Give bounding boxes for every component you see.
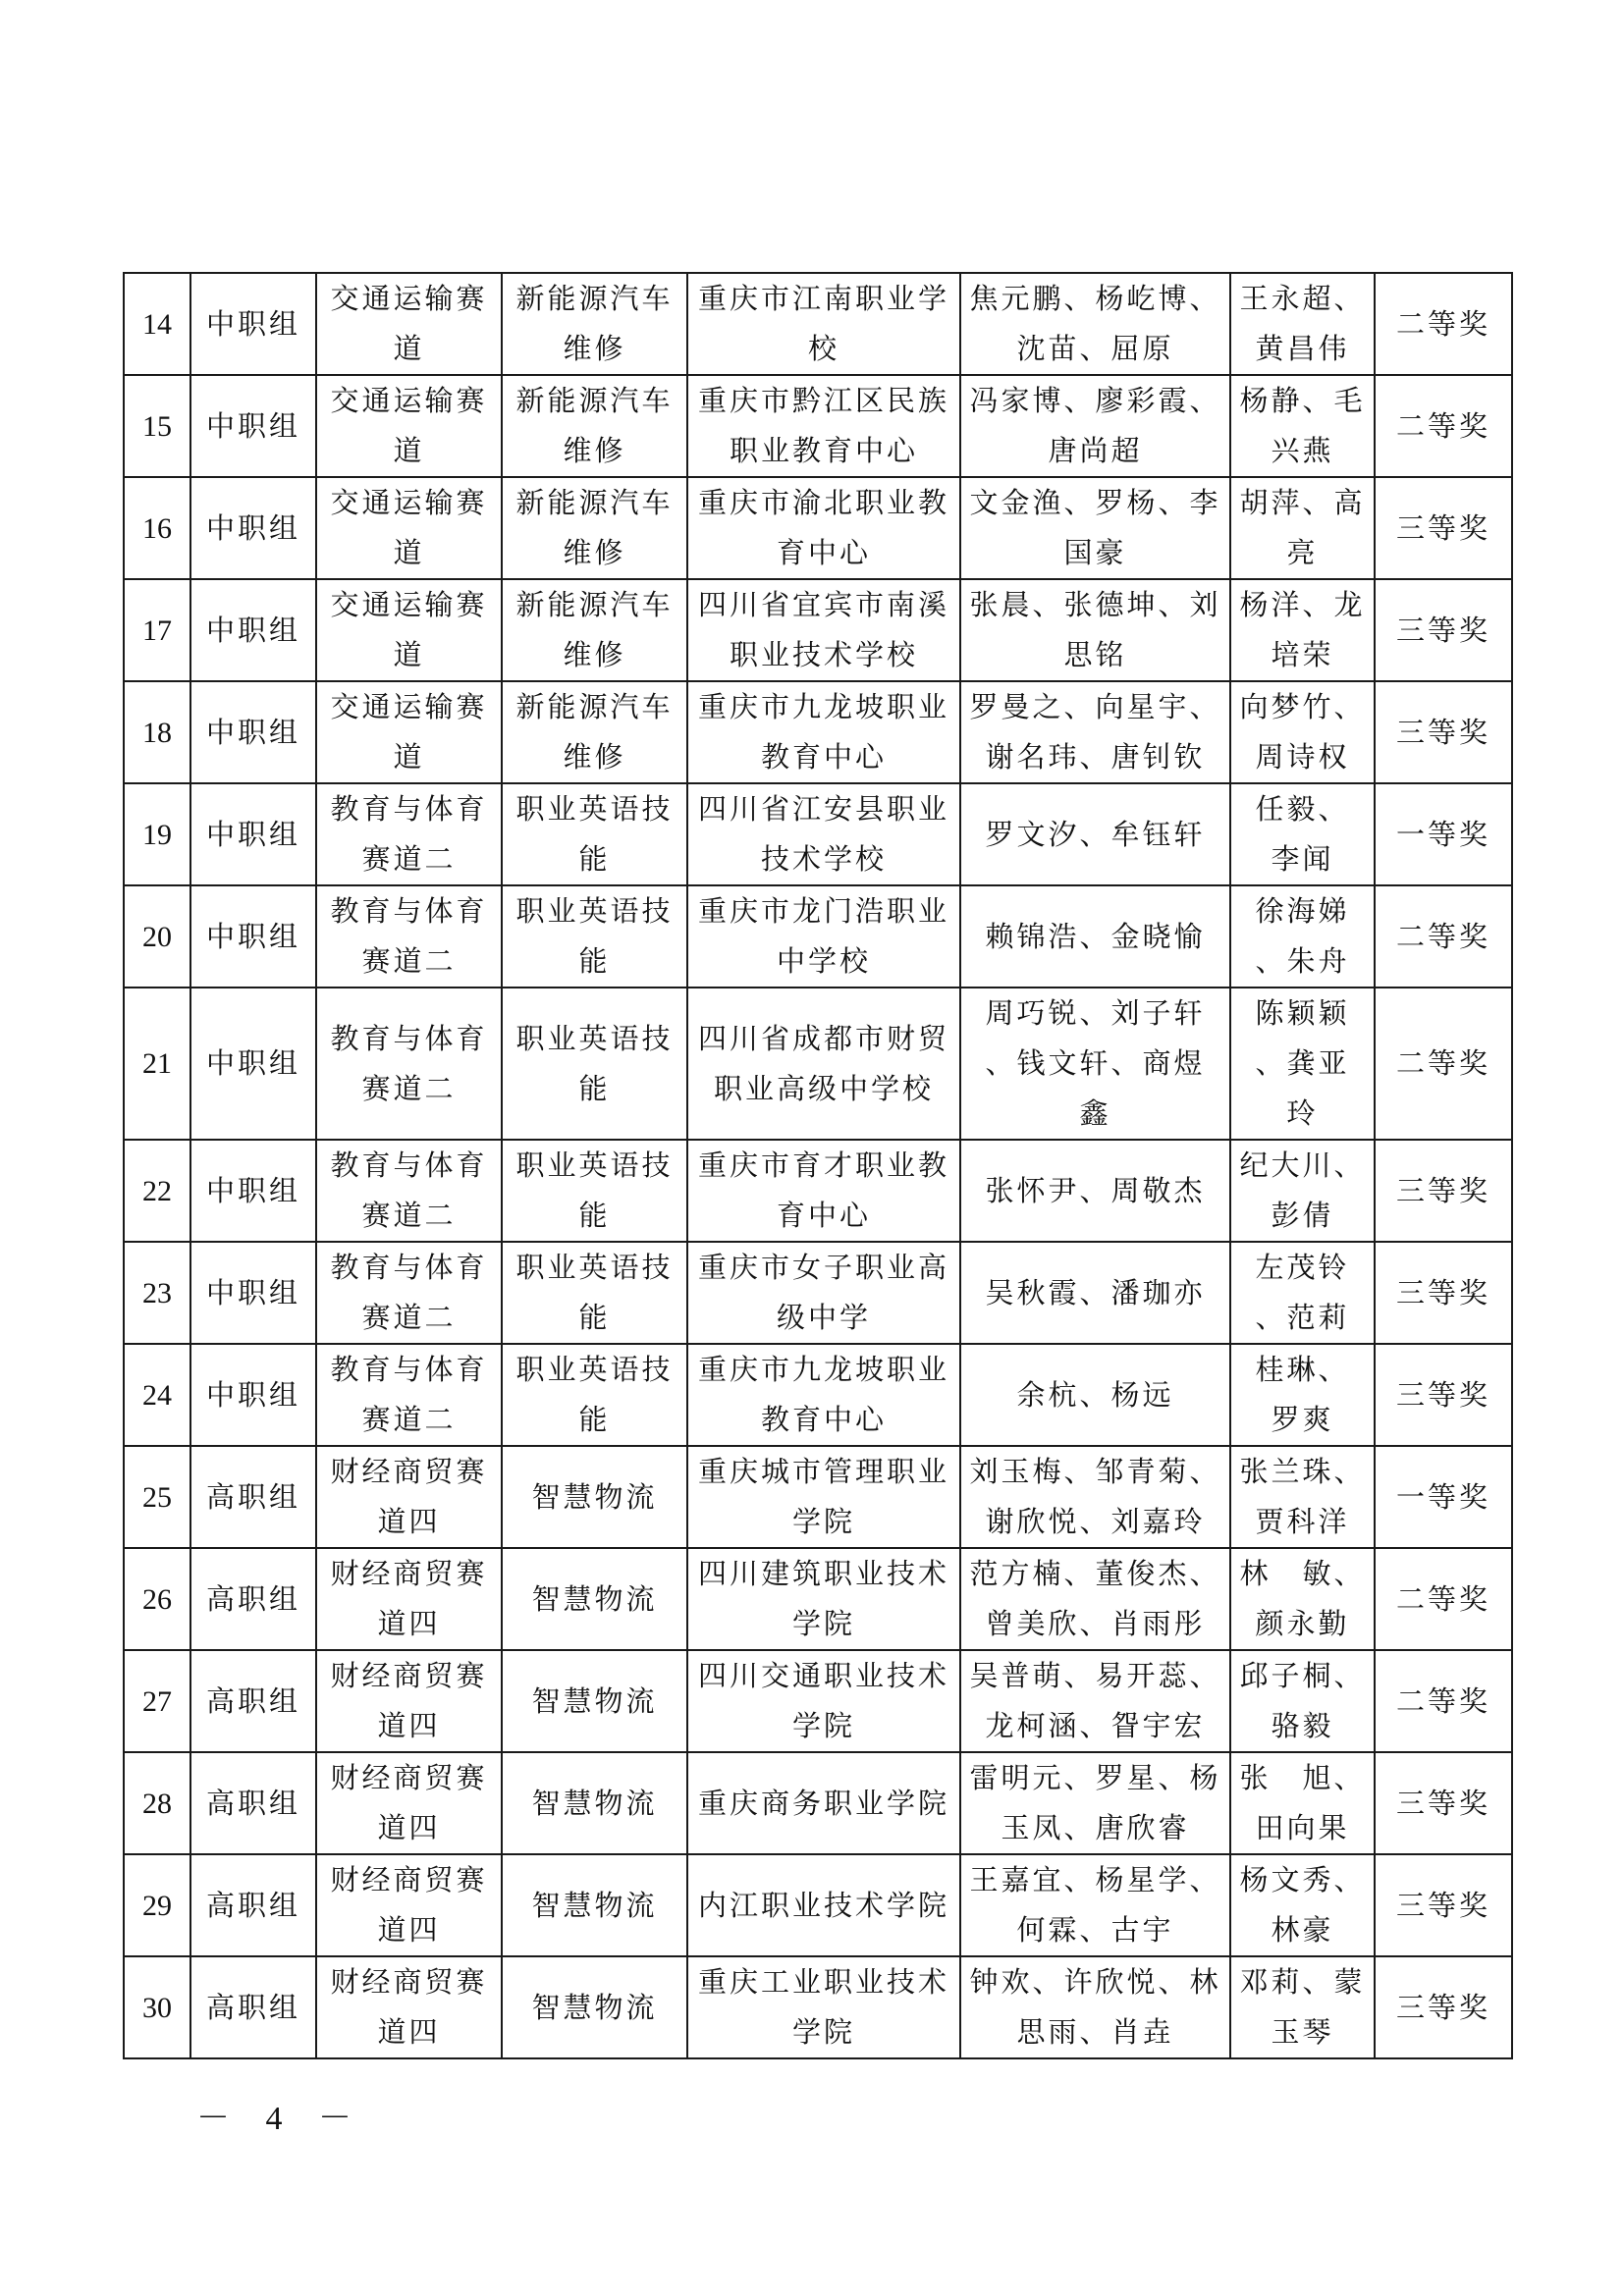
teachers-cell: 张 旭、 田向果 bbox=[1230, 1752, 1375, 1854]
table-row bbox=[124, 1242, 1512, 1344]
table-row bbox=[124, 1752, 1512, 1854]
students-cell: 冯家博、廖彩霞、 唐尚超 bbox=[960, 375, 1230, 477]
group-cell: 中职组 bbox=[190, 988, 316, 1140]
school-cell: 重庆市黔江区民族 职业教育中心 bbox=[687, 375, 960, 477]
school-cell: 内江职业技术学院 bbox=[687, 1854, 960, 1956]
school-cell: 四川交通职业技术 学院 bbox=[687, 1650, 960, 1752]
group-cell: 中职组 bbox=[190, 273, 316, 375]
table-row bbox=[124, 1140, 1512, 1242]
row-number-cell: 26 bbox=[124, 1548, 190, 1650]
track-cell: 财经商贸赛 道四 bbox=[316, 1446, 502, 1548]
track-cell: 财经商贸赛 道四 bbox=[316, 1548, 502, 1650]
event-cell: 智慧物流 bbox=[502, 1650, 687, 1752]
award-cell: 三等奖 bbox=[1375, 1140, 1512, 1242]
teachers-cell: 杨文秀、 林豪 bbox=[1230, 1854, 1375, 1956]
school-cell: 重庆市九龙坡职业 教育中心 bbox=[687, 1344, 960, 1446]
teachers-cell: 陈颖颖 、龚亚 玲 bbox=[1230, 988, 1375, 1140]
award-cell: 一等奖 bbox=[1375, 1446, 1512, 1548]
school-cell: 重庆工业职业技术 学院 bbox=[687, 1956, 960, 2058]
award-cell: 三等奖 bbox=[1375, 477, 1512, 579]
event-cell: 新能源汽车 维修 bbox=[502, 579, 687, 681]
row-number-cell: 30 bbox=[124, 1956, 190, 2058]
row-number-cell: 24 bbox=[124, 1344, 190, 1446]
event-cell: 新能源汽车 维修 bbox=[502, 681, 687, 783]
table-row bbox=[124, 1446, 1512, 1548]
group-cell: 中职组 bbox=[190, 1242, 316, 1344]
group-cell: 高职组 bbox=[190, 1956, 316, 2058]
track-cell: 教育与体育 赛道二 bbox=[316, 783, 502, 885]
award-cell: 二等奖 bbox=[1375, 1548, 1512, 1650]
award-cell: 三等奖 bbox=[1375, 1242, 1512, 1344]
award-cell: 三等奖 bbox=[1375, 1344, 1512, 1446]
teachers-cell: 桂琳、 罗爽 bbox=[1230, 1344, 1375, 1446]
students-cell: 吴秋霞、潘珈亦 bbox=[960, 1242, 1230, 1344]
teachers-cell: 王永超、 黄昌伟 bbox=[1230, 273, 1375, 375]
event-cell: 职业英语技 能 bbox=[502, 1140, 687, 1242]
students-cell: 刘玉梅、邹青菊、 谢欣悦、刘嘉玲 bbox=[960, 1446, 1230, 1548]
students-cell: 周巧锐、刘子轩 、钱文轩、商煜 鑫 bbox=[960, 988, 1230, 1140]
students-cell: 王嘉宜、杨星学、 何霖、古宇 bbox=[960, 1854, 1230, 1956]
school-cell: 重庆市女子职业高 级中学 bbox=[687, 1242, 960, 1344]
group-cell: 高职组 bbox=[190, 1650, 316, 1752]
school-cell: 重庆城市管理职业 学院 bbox=[687, 1446, 960, 1548]
students-cell: 雷明元、罗星、杨 玉凤、唐欣睿 bbox=[960, 1752, 1230, 1854]
track-cell: 财经商贸赛 道四 bbox=[316, 1752, 502, 1854]
table-row bbox=[124, 681, 1512, 783]
group-cell: 高职组 bbox=[190, 1752, 316, 1854]
row-number-cell: 28 bbox=[124, 1752, 190, 1854]
row-number-cell: 16 bbox=[124, 477, 190, 579]
event-cell: 职业英语技 能 bbox=[502, 988, 687, 1140]
group-cell: 中职组 bbox=[190, 477, 316, 579]
group-cell: 高职组 bbox=[190, 1854, 316, 1956]
teachers-cell: 杨洋、龙 培荣 bbox=[1230, 579, 1375, 681]
students-cell: 范方楠、董俊杰、 曾美欣、肖雨彤 bbox=[960, 1548, 1230, 1650]
award-cell: 三等奖 bbox=[1375, 681, 1512, 783]
event-cell: 智慧物流 bbox=[502, 1752, 687, 1854]
track-cell: 财经商贸赛 道四 bbox=[316, 1650, 502, 1752]
track-cell: 交通运输赛 道 bbox=[316, 375, 502, 477]
students-cell: 赖锦浩、金晓愉 bbox=[960, 885, 1230, 988]
students-cell: 钟欢、许欣悦、林 思雨、肖垚 bbox=[960, 1956, 1230, 2058]
track-cell: 教育与体育 赛道二 bbox=[316, 988, 502, 1140]
school-cell: 重庆市育才职业教 育中心 bbox=[687, 1140, 960, 1242]
table-row bbox=[124, 1650, 1512, 1752]
teachers-cell: 胡萍、高 亮 bbox=[1230, 477, 1375, 579]
school-cell: 四川省宜宾市南溪 职业技术学校 bbox=[687, 579, 960, 681]
group-cell: 中职组 bbox=[190, 783, 316, 885]
group-cell: 中职组 bbox=[190, 681, 316, 783]
group-cell: 中职组 bbox=[190, 1140, 316, 1242]
table-row bbox=[124, 1344, 1512, 1446]
table-row bbox=[124, 375, 1512, 477]
award-cell: 二等奖 bbox=[1375, 1650, 1512, 1752]
teachers-cell: 张兰珠、 贾科洋 bbox=[1230, 1446, 1375, 1548]
table-row bbox=[124, 1548, 1512, 1650]
school-cell: 重庆市九龙坡职业 教育中心 bbox=[687, 681, 960, 783]
table-row bbox=[124, 579, 1512, 681]
table-row bbox=[124, 1956, 1512, 2058]
track-cell: 交通运输赛 道 bbox=[316, 273, 502, 375]
students-cell: 焦元鹏、杨屹博、 沈苗、屈原 bbox=[960, 273, 1230, 375]
event-cell: 职业英语技 能 bbox=[502, 783, 687, 885]
row-number-cell: 14 bbox=[124, 273, 190, 375]
teachers-cell: 纪大川、 彭倩 bbox=[1230, 1140, 1375, 1242]
school-cell: 四川省成都市财贸 职业高级中学校 bbox=[687, 988, 960, 1140]
row-number-cell: 21 bbox=[124, 988, 190, 1140]
teachers-cell: 林 敏、 颜永勤 bbox=[1230, 1548, 1375, 1650]
track-cell: 教育与体育 赛道二 bbox=[316, 885, 502, 988]
table-row bbox=[124, 783, 1512, 885]
school-cell: 重庆市龙门浩职业 中学校 bbox=[687, 885, 960, 988]
row-number-cell: 15 bbox=[124, 375, 190, 477]
row-number-cell: 17 bbox=[124, 579, 190, 681]
school-cell: 重庆市渝北职业教 育中心 bbox=[687, 477, 960, 579]
row-number-cell: 23 bbox=[124, 1242, 190, 1344]
track-cell: 交通运输赛 道 bbox=[316, 477, 502, 579]
event-cell: 智慧物流 bbox=[502, 1854, 687, 1956]
group-cell: 中职组 bbox=[190, 885, 316, 988]
teachers-cell: 邓莉、蒙 玉琴 bbox=[1230, 1956, 1375, 2058]
event-cell: 新能源汽车 维修 bbox=[502, 477, 687, 579]
teachers-cell: 左茂铃 、范莉 bbox=[1230, 1242, 1375, 1344]
track-cell: 教育与体育 赛道二 bbox=[316, 1242, 502, 1344]
table-body bbox=[124, 273, 1512, 2058]
group-cell: 中职组 bbox=[190, 1344, 316, 1446]
award-cell: 二等奖 bbox=[1375, 988, 1512, 1140]
table-row bbox=[124, 885, 1512, 988]
track-cell: 教育与体育 赛道二 bbox=[316, 1140, 502, 1242]
event-cell: 智慧物流 bbox=[502, 1548, 687, 1650]
track-cell: 教育与体育 赛道二 bbox=[316, 1344, 502, 1446]
school-cell: 四川建筑职业技术 学院 bbox=[687, 1548, 960, 1650]
school-cell: 重庆商务职业学院 bbox=[687, 1752, 960, 1854]
row-number-cell: 27 bbox=[124, 1650, 190, 1752]
teachers-cell: 向梦竹、 周诗权 bbox=[1230, 681, 1375, 783]
row-number-cell: 22 bbox=[124, 1140, 190, 1242]
table-row bbox=[124, 988, 1512, 1140]
row-number-cell: 29 bbox=[124, 1854, 190, 1956]
event-cell: 职业英语技 能 bbox=[502, 885, 687, 988]
school-cell: 四川省江安县职业 技术学校 bbox=[687, 783, 960, 885]
students-cell: 吴普萌、易开蕊、 龙柯涵、眢宇宏 bbox=[960, 1650, 1230, 1752]
teachers-cell: 邱子桐、 骆毅 bbox=[1230, 1650, 1375, 1752]
group-cell: 高职组 bbox=[190, 1446, 316, 1548]
table-row bbox=[124, 1854, 1512, 1956]
event-cell: 新能源汽车 维修 bbox=[502, 375, 687, 477]
teachers-cell: 徐海娣 、朱舟 bbox=[1230, 885, 1375, 988]
track-cell: 财经商贸赛 道四 bbox=[316, 1956, 502, 2058]
awards-table bbox=[123, 272, 1513, 2059]
students-cell: 张怀尹、周敬杰 bbox=[960, 1140, 1230, 1242]
award-cell: 三等奖 bbox=[1375, 579, 1512, 681]
award-cell: 二等奖 bbox=[1375, 273, 1512, 375]
students-cell: 余杭、杨远 bbox=[960, 1344, 1230, 1446]
award-cell: 一等奖 bbox=[1375, 783, 1512, 885]
event-cell: 智慧物流 bbox=[502, 1446, 687, 1548]
award-cell: 三等奖 bbox=[1375, 1752, 1512, 1854]
row-number-cell: 19 bbox=[124, 783, 190, 885]
row-number-cell: 25 bbox=[124, 1446, 190, 1548]
table-row bbox=[124, 477, 1512, 579]
students-cell: 文金渔、罗杨、李 国豪 bbox=[960, 477, 1230, 579]
teachers-cell: 任毅、 李闻 bbox=[1230, 783, 1375, 885]
event-cell: 职业英语技 能 bbox=[502, 1242, 687, 1344]
table-row bbox=[124, 273, 1512, 375]
row-number-cell: 18 bbox=[124, 681, 190, 783]
award-cell: 三等奖 bbox=[1375, 1854, 1512, 1956]
track-cell: 交通运输赛 道 bbox=[316, 681, 502, 783]
award-cell: 三等奖 bbox=[1375, 1956, 1512, 2058]
group-cell: 中职组 bbox=[190, 579, 316, 681]
track-cell: 交通运输赛 道 bbox=[316, 579, 502, 681]
event-cell: 智慧物流 bbox=[502, 1956, 687, 2058]
school-cell: 重庆市江南职业学 校 bbox=[687, 273, 960, 375]
row-number-cell: 20 bbox=[124, 885, 190, 988]
track-cell: 财经商贸赛 道四 bbox=[316, 1854, 502, 1956]
students-cell: 罗文汐、牟钰轩 bbox=[960, 783, 1230, 885]
award-cell: 二等奖 bbox=[1375, 375, 1512, 477]
teachers-cell: 杨静、毛 兴燕 bbox=[1230, 375, 1375, 477]
event-cell: 新能源汽车 维修 bbox=[502, 273, 687, 375]
group-cell: 高职组 bbox=[190, 1548, 316, 1650]
page-number: － 4 － bbox=[196, 2101, 365, 2137]
award-cell: 二等奖 bbox=[1375, 885, 1512, 988]
students-cell: 张晨、张德坤、刘 思铭 bbox=[960, 579, 1230, 681]
group-cell: 中职组 bbox=[190, 375, 316, 477]
students-cell: 罗曼之、向星宇、 谢名玮、唐钊钦 bbox=[960, 681, 1230, 783]
event-cell: 职业英语技 能 bbox=[502, 1344, 687, 1446]
